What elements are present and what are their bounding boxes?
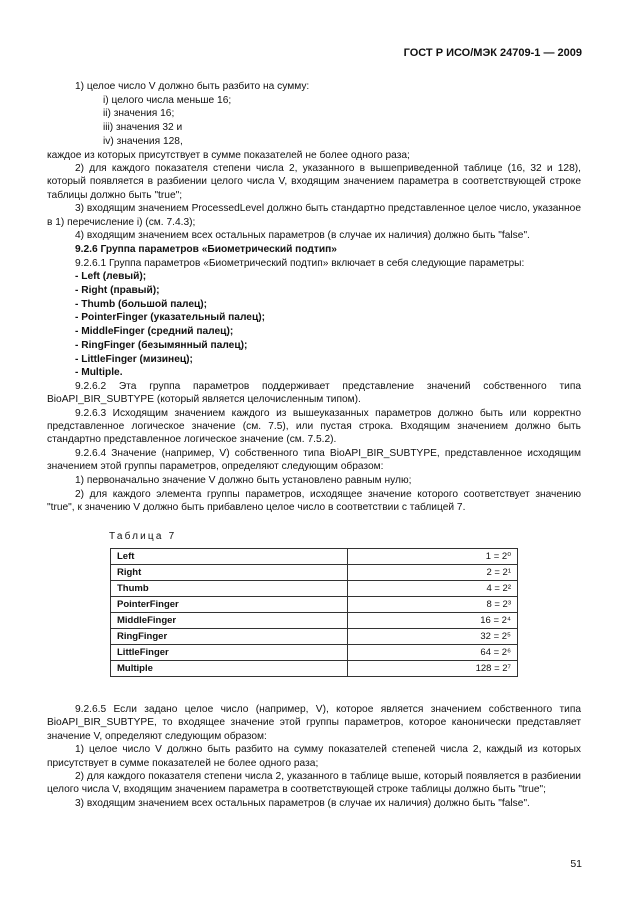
paragraph: 1) первоначально значение V должно быть установлено равным нулю; xyxy=(75,474,412,486)
paragraph: 9.2.6.4 Значение (например, V) собственного типа BioAPI_BIR_SUBTYPE, представленное исходящим значением этой группы параметров, определяют следующим образом: xyxy=(47,447,581,473)
paragraph: 9.2.6.5 Если задано целое число (например, V), которое является значением собственного типа BioAPI_BIR_SUBTYPE, то входящее значение этой группы параметров, которое канонически представляет значение V, определяют следующим образом: xyxy=(47,704,581,742)
table-row xyxy=(111,645,518,661)
page-body xyxy=(47,80,581,811)
paragraph: 3) входящим значением всех остальных параметров (в случае их наличия) должно быть "false". xyxy=(75,798,530,810)
table-cell-value: 64 = 2⁶ xyxy=(348,645,518,661)
table-cell-name: Left xyxy=(111,549,348,565)
paragraph: 1) целое число V должно быть разбито на сумму показателей степеней числа 2, каждый из которых присутствует в сумме показателей не более одного раза; xyxy=(47,744,581,769)
table-cell-name: RingFinger xyxy=(111,629,348,645)
table-row xyxy=(111,613,518,629)
table-row xyxy=(111,629,518,645)
param-item: - MiddleFinger (средний палец); xyxy=(75,326,234,338)
table-row xyxy=(111,549,518,565)
param-item: - LittleFinger (мизинец); xyxy=(75,353,193,365)
table-row xyxy=(111,597,518,613)
param-item: - Right (правый); xyxy=(75,285,160,297)
table-cell-value: 1 = 2⁰ xyxy=(348,549,518,565)
paragraph: 1) целое число V должно быть разбито на сумму: xyxy=(75,81,310,92)
paragraph: 4) входящим значением всех остальных параметров (в случае их наличия) должно быть "false". xyxy=(75,230,530,242)
table-cell-name: Multiple xyxy=(111,661,348,677)
table-cell-name: Right xyxy=(111,565,348,581)
table-cell-value: 4 = 2² xyxy=(348,581,518,597)
list-item: ii) значения 16; xyxy=(103,108,175,120)
table-cell-value: 16 = 2⁴ xyxy=(348,613,518,629)
table-cell-value: 2 = 2¹ xyxy=(348,565,518,581)
table-cell-name: Thumb xyxy=(111,581,348,597)
param-item: - PointerFinger (указательный палец); xyxy=(75,312,266,324)
list-item: iii) значения 32 и xyxy=(103,122,183,134)
paragraph: 9.2.6.3 Исходящим значением каждого из вышеуказанных параметров должно быть или корректно представленное логическое значение (см. 7.5), или пустая строка. Входящим значением должно быть стандартно представленное логическое значение (см. 7.5.2). xyxy=(47,407,581,446)
spacer xyxy=(47,677,581,703)
section-heading: 9.2.6 Группа параметров «Биометрический подтип» xyxy=(75,243,337,255)
list-item: iv) значения 128, xyxy=(103,135,183,147)
paragraph: каждое из которых присутствует в сумме показателей не более одного раза; xyxy=(47,149,410,161)
table-cell-value: 128 = 2⁷ xyxy=(348,661,518,677)
param-item: - Thumb (большой палец); xyxy=(75,298,208,310)
table-cell-value: 32 = 2⁵ xyxy=(348,629,518,645)
param-item: - Left (левый); xyxy=(75,271,147,283)
table-cell-name: LittleFinger xyxy=(111,645,348,661)
document-header: ГОСТ Р ИСО/МЭК 24709-1 — 2009 xyxy=(403,47,582,59)
paragraph: 9.2.6.1 Группа параметров «Биометрический подтип» включает в себя следующие параметры: xyxy=(75,257,525,269)
table-cell-name: PointerFinger xyxy=(111,597,348,613)
page-number: 51 xyxy=(570,858,582,870)
paragraph: 2) для каждого показателя степени числа 2, указанного в таблице выше, который появляется в разбиении целого числа V, входящим значением параметра в соответствующей строке таблицы должно быть "true"; xyxy=(47,771,581,796)
table-cell-name: MiddleFinger xyxy=(111,613,348,629)
paragraph: 3) входящим значением ProcessedLevel должно быть стандартно представленное целое число, указанное в 1) перечисление i) (см. 7.4.3); xyxy=(47,203,582,228)
table-row xyxy=(111,565,518,581)
paragraph: 2) для каждого элемента группы параметров, исходящее значение которого соответствует значению "true", к значению V должно быть прибавлено целое число в соответствии с таблицей 7. xyxy=(47,488,581,513)
table-cell-value: 8 = 2³ xyxy=(348,597,518,613)
table-caption: Таблица 7 xyxy=(109,531,177,542)
table-row xyxy=(111,581,518,597)
subtype-table xyxy=(110,548,518,677)
paragraph: 9.2.6.2 Эта группа параметров поддерживает представление значений собственного типа BioAPI_BIR_SUBTYPE (который является целочисленным типом). xyxy=(47,380,581,406)
paragraph: 2) для каждого показателя степени числа 2, указанного в вышеприведенной таблице (16, 32 и 128), который появляется в разбиении целого числа V, входящим значением параметра в соответствующей строке таблицы должно быть "true"; xyxy=(47,163,581,201)
list-item: i) целого числа меньше 16; xyxy=(103,94,232,106)
param-item: - Multiple. xyxy=(75,367,123,379)
param-item: - RingFinger (безымянный палец); xyxy=(75,339,248,351)
table-row xyxy=(111,661,518,677)
